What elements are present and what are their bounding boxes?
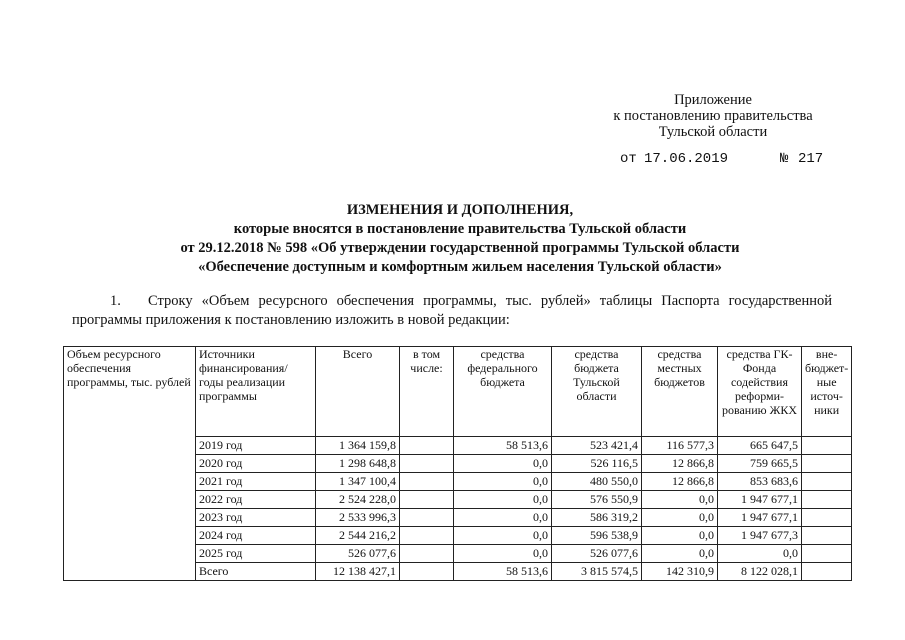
regional-cell: 596 538,9 — [552, 527, 642, 545]
federal-cell: 0,0 — [454, 545, 552, 563]
regional-cell: 3 815 574,5 — [552, 563, 642, 581]
header-fund: средства ГК-Фонда содействия реформи-рованию ЖКХ — [718, 347, 802, 437]
year-cell: 2021 год — [196, 473, 316, 491]
year-cell: 2020 год — [196, 455, 316, 473]
fund-cell: 1 947 677,1 — [718, 509, 802, 527]
extra-cell — [802, 437, 852, 455]
fund-cell: 8 122 028,1 — [718, 563, 802, 581]
incl-cell — [400, 455, 454, 473]
heading-line-3: от 29.12.2018 № 598 «Об утверждении государственной программы Тульской области — [180, 240, 740, 256]
incl-cell — [400, 545, 454, 563]
year-cell: 2022 год — [196, 491, 316, 509]
total-cell: 12 138 427,1 — [316, 563, 400, 581]
local-cell: 116 577,3 — [642, 437, 718, 455]
row-label-cell: Объем ресурсного обеспечения программы, тыс. рублей — [64, 347, 196, 581]
extra-cell — [802, 491, 852, 509]
incl-cell — [400, 437, 454, 455]
heading-line-4: «Обеспечение доступным и комфортным жильем населения Тульской области» — [198, 259, 722, 275]
heading-line-1: ИЗМЕНЕНИЯ И ДОПОЛНЕНИЯ, — [346, 202, 574, 218]
regional-cell: 576 550,9 — [552, 491, 642, 509]
extra-cell — [802, 455, 852, 473]
paragraph-line-2: программы приложения к постановлению изложить в новой редакции: — [72, 312, 510, 328]
incl-cell — [400, 563, 454, 581]
order-number-label: № — [780, 151, 789, 167]
order-number: 217 — [798, 151, 824, 167]
year-cell: Всего — [196, 563, 316, 581]
order-date: 17.06.2019 — [644, 151, 729, 167]
local-cell: 0,0 — [642, 527, 718, 545]
federal-cell: 58 513,6 — [454, 437, 552, 455]
regional-cell: 526 077,6 — [552, 545, 642, 563]
extra-cell — [802, 563, 852, 581]
local-cell: 0,0 — [642, 491, 718, 509]
local-cell: 12 866,8 — [642, 473, 718, 491]
order-prefix: от — [620, 151, 637, 167]
federal-cell: 58 513,6 — [454, 563, 552, 581]
header-federal: средства федерального бюджета — [454, 347, 552, 437]
extra-cell — [802, 527, 852, 545]
header-source: Источники финансирования/ годы реализации программы — [196, 347, 316, 437]
heading-line-2: которые вносятся в постановление правительства Тульской области — [233, 221, 687, 237]
fund-cell: 1 947 677,3 — [718, 527, 802, 545]
fund-cell: 1 947 677,1 — [718, 491, 802, 509]
regional-cell: 523 421,4 — [552, 437, 642, 455]
header-incl: в том числе: — [400, 347, 454, 437]
total-cell: 2 544 216,2 — [316, 527, 400, 545]
extra-cell — [802, 545, 852, 563]
year-cell: 2023 год — [196, 509, 316, 527]
federal-cell: 0,0 — [454, 455, 552, 473]
header-extra: вне-бюджет-ные источ-ники — [802, 347, 852, 437]
year-cell: 2025 год — [196, 545, 316, 563]
incl-cell — [400, 509, 454, 527]
incl-cell — [400, 473, 454, 491]
appendix-title: Приложение — [674, 92, 752, 108]
federal-cell: 0,0 — [454, 491, 552, 509]
federal-cell: 0,0 — [454, 527, 552, 545]
regional-cell: 586 319,2 — [552, 509, 642, 527]
header-local: средства местных бюджетов — [642, 347, 718, 437]
header-regional: средства бюджета Тульской области — [552, 347, 642, 437]
total-cell: 1 347 100,4 — [316, 473, 400, 491]
order-line — [620, 151, 824, 167]
year-cell: 2024 год — [196, 527, 316, 545]
total-cell: 1 298 648,8 — [316, 455, 400, 473]
total-cell: 526 077,6 — [316, 545, 400, 563]
table-header-row — [64, 347, 852, 437]
document-heading — [60, 201, 860, 277]
federal-cell: 0,0 — [454, 509, 552, 527]
incl-cell — [400, 491, 454, 509]
year-cell: 2019 год — [196, 437, 316, 455]
regional-cell: 526 116,5 — [552, 455, 642, 473]
federal-cell: 0,0 — [454, 473, 552, 491]
fund-cell: 0,0 — [718, 545, 802, 563]
total-cell: 2 533 996,3 — [316, 509, 400, 527]
fund-cell: 759 665,5 — [718, 455, 802, 473]
fund-cell: 665 647,5 — [718, 437, 802, 455]
incl-cell — [400, 527, 454, 545]
paragraph-line-1: Строку «Объем ресурсного обеспечения программы, тыс. рублей» таблицы Паспорта государственной — [148, 293, 832, 309]
appendix-line-3: Тульской области — [658, 124, 768, 140]
extra-cell — [802, 509, 852, 527]
fund-cell: 853 683,6 — [718, 473, 802, 491]
appendix-header — [600, 92, 826, 140]
local-cell: 142 310,9 — [642, 563, 718, 581]
extra-cell — [802, 473, 852, 491]
resource-table — [63, 346, 852, 581]
paragraph-1 — [72, 292, 832, 330]
header-total: Всего — [316, 347, 400, 437]
local-cell: 0,0 — [642, 545, 718, 563]
local-cell: 12 866,8 — [642, 455, 718, 473]
appendix-line-2: к постановлению правительства — [613, 108, 813, 124]
regional-cell: 480 550,0 — [552, 473, 642, 491]
total-cell: 2 524 228,0 — [316, 491, 400, 509]
total-cell: 1 364 159,8 — [316, 437, 400, 455]
paragraph-number: 1. — [110, 293, 121, 309]
local-cell: 0,0 — [642, 509, 718, 527]
